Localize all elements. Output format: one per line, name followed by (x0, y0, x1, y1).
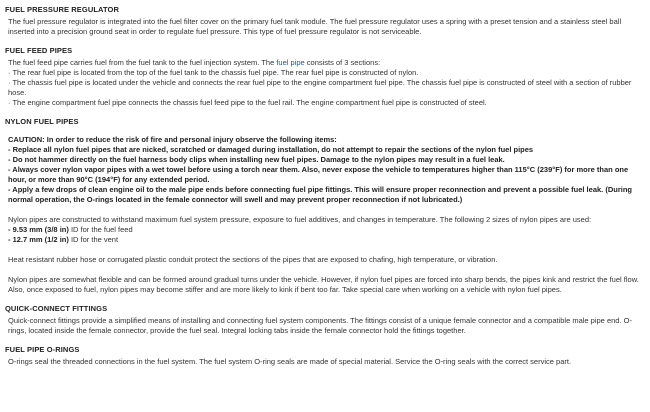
section-title-fuel-feed-pipes: FUEL FEED PIPES (5, 46, 73, 55)
caution-item-cover: - Always cover nylon vapor pipes with a wet towel before using a torch near them. Also, never expose the vehicle to temperatures higher than 115°C (239°F) for more than one hour, or more than 90°C (194°F) for any extended period. (8, 165, 629, 184)
size-vent-value: - 12.7 mm (1/2 in) (8, 235, 69, 244)
list-item-chassis-fuel-pipe: · The chassis fuel pipe is located under the vehicle and connects the rear fuel pipe to the engine compartment fuel pipe. The chassis fuel pipe is constructed of steel with a section of rubber hose. (8, 78, 632, 97)
paragraph-quick-connect: Quick-connect fittings provide a simplified means of installing and connecting fuel system components. The fittings consist of a unique female connector and a compatible male pipe end. O-rings, located inside the female connector, provide the fuel seal. Integral locking tabs inside the female connector hold the fittings together. (8, 316, 632, 335)
intro-text-pre: The fuel feed pipe carries fuel from the fuel tank to the fuel injection system. The (8, 58, 277, 67)
paragraph-nylon-sizes-intro: Nylon pipes are constructed to withstand maximum fuel system pressure, exposure to fuel additives, and changes in temperature. The following 2 sizes of nylon pipes are used: (8, 215, 592, 224)
list-item-size-feed (5, 225, 645, 235)
intro-text-post: consists of 3 sections: (304, 58, 381, 67)
size-feed-value: - 9.53 mm (3/8 in) (8, 225, 69, 234)
list-item-size-vent (5, 235, 645, 245)
section-title-nylon-fuel-pipes: NYLON FUEL PIPES (5, 117, 79, 126)
paragraph-fuel-feed-intro (5, 58, 645, 68)
section-title-quick-connect-fittings: QUICK-CONNECT FITTINGS (5, 304, 108, 313)
caution-heading: CAUTION: In order to reduce the risk of fire and personal injury observe the following items: (8, 135, 337, 144)
paragraph-nylon-flexible: Nylon pipes are somewhat flexible and can be formed around gradual turns under the vehicle. However, if nylon fuel pipes are forced into sharp bends, the pipes kink and restrict the fuel flow. Also, once exposed to fuel, nylon pipes may become stiffer and are more likely to kink if bent too far. Take special care when working on a vehicle with nylon fuel pipes. (8, 275, 639, 294)
paragraph-heat-resistant: Heat resistant rubber hose or corrugated plastic conduit protect the sections of the pipes that are exposed to chafing, high temperature, or vibration. (8, 255, 498, 264)
caution-item-oil: - Apply a few drops of clean engine oil to the male pipe ends before connecting fuel pipe fittings. This will ensure proper reconnection and prevent a possible fuel leak. (During normal operation, the O-rings located in the female connector will swell and may prevent proper reconnection if not lubricated.) (8, 185, 632, 204)
list-item-rear-fuel-pipe: · The rear fuel pipe is located from the top of the fuel tank to the chassis fuel pipe. The rear fuel pipe is constructed of nylon. (8, 68, 419, 77)
fuel-pipe-link[interactable]: fuel pipe (276, 58, 305, 67)
paragraph-fuel-pressure-regulator: The fuel pressure regulator is integrated into the fuel filter cover on the primary fuel tank module. The fuel pressure regulator uses a spring with a preset tension and a stainless steel ball inserted into a precision ground seat in order to regulate fuel pressure. This type of fuel pressure regulator is not serviceable. (8, 17, 622, 36)
paragraph-o-rings: O-rings seal the threaded connections in the fuel system. The fuel system O-ring seals are made of special material. Service the O-ring seals with the correct service part. (8, 357, 572, 366)
caution-item-replace: - Replace all nylon fuel pipes that are nicked, scratched or damaged during installation, do not attempt to repair the sections of the nylon fuel pipes (8, 145, 534, 154)
caution-item-hammer: - Do not hammer directly on the fuel harness body clips when installing new fuel pipes. Damage to the nylon pipes may result in a fuel leak. (8, 155, 505, 164)
list-item-engine-compartment-fuel-pipe: · The engine compartment fuel pipe connects the chassis fuel feed pipe to the fuel rail. The engine compartment fuel pipe is constructed of steel. (8, 98, 487, 107)
size-feed-desc: ID for the fuel feed (68, 225, 133, 234)
section-title-fuel-pressure-regulator: FUEL PRESSURE REGULATOR (5, 5, 119, 14)
section-title-fuel-pipe-o-rings: FUEL PIPE O-RINGS (5, 345, 80, 354)
size-vent-desc: ID for the vent (68, 235, 119, 244)
